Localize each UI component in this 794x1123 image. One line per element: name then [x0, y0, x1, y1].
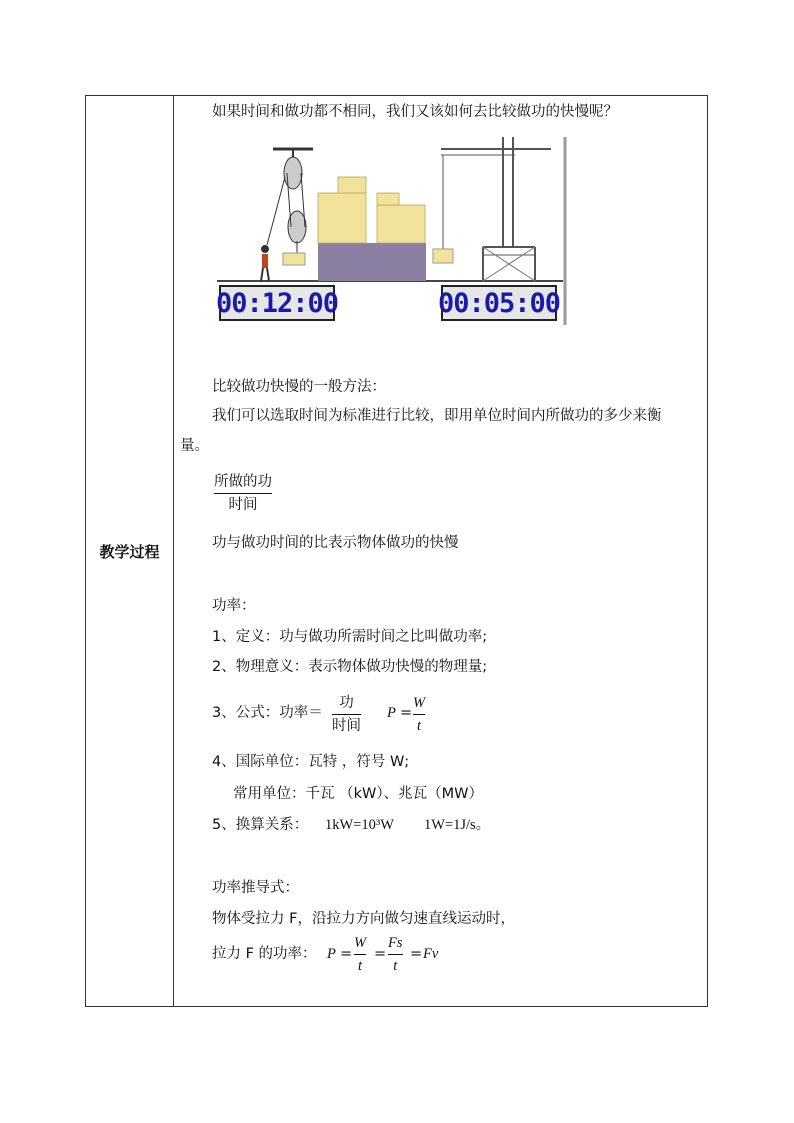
si-unit-item: 4、国际单位：瓦特 ，符号 W;: [212, 754, 410, 770]
clock-left: 00:12:00: [219, 285, 335, 321]
formula-fraction: [332, 693, 361, 736]
derive-line1: 物体受拉力 F，沿拉力方向做匀速直线运动时，: [212, 911, 515, 927]
derive-wt-bar: [354, 954, 366, 955]
method-text-line2: 量。: [180, 438, 209, 454]
formula-equals: =: [400, 705, 413, 721]
conversion-prefix: 5、换算关系：: [212, 817, 309, 833]
derive-t1: t: [358, 958, 363, 974]
fraction-bar: [214, 493, 272, 494]
formula-wt-bar: [413, 714, 425, 715]
derive-Fv: Fv: [423, 946, 439, 962]
power-title: 功率：: [212, 598, 256, 614]
derive-eq2: =: [374, 946, 387, 962]
question-text: 如果时间和做功都不相同，我们又该如何去比较做功的快慢呢？: [212, 104, 618, 120]
formula-t: t: [417, 718, 422, 734]
meaning-item: 2、物理意义：表示物体做功快慢的物理量;: [212, 659, 488, 675]
fraction-numerator: 所做的功: [214, 474, 272, 490]
work-over-time-fraction: [214, 472, 272, 515]
conversion-w: 1W=1J/s。: [424, 817, 491, 833]
conversion-kw: 1kW=10³W: [325, 817, 394, 833]
derive-eq1: =: [340, 946, 353, 962]
column-divider: [173, 96, 174, 1006]
derive-Fs-over-t: [388, 933, 403, 976]
ratio-statement: 功与做功时间的比表示物体做功的快慢: [212, 535, 459, 551]
derive-title: 功率推导式：: [212, 880, 299, 896]
section-label-cell: [86, 96, 173, 1006]
formula-bar: [332, 714, 361, 715]
derive-eq3: =: [410, 946, 423, 962]
definition-item: 1、定义：功与做功所需时间之比叫做功率;: [212, 629, 488, 645]
common-unit-item: 常用单位：千瓦 （kW）、兆瓦（MW）: [233, 786, 483, 802]
derive-fst-bar: [388, 954, 403, 955]
derive-line2-prefix: 拉力 F 的功率：: [212, 946, 317, 962]
clock-right: 00:05:00: [441, 285, 557, 321]
formula-denominator: 时间: [332, 718, 361, 734]
derive-P: P: [327, 946, 336, 962]
section-label: 教学过程: [99, 542, 160, 561]
formula-W: W: [413, 695, 426, 711]
derive-W-over-t: [354, 933, 366, 976]
formula-numerator: 功: [339, 695, 354, 711]
formula-prefix: 3、公式：功率＝: [212, 705, 323, 721]
method-title: 比较做功快慢的一般方法：: [212, 379, 386, 395]
method-text-line1: 我们可以选取时间为标准进行比较，即用单位时间内所做功的多少来衡: [212, 408, 662, 424]
formula-P: P: [387, 705, 396, 721]
derive-Fs: Fs: [388, 935, 403, 951]
derive-W: W: [354, 935, 367, 951]
derive-t2: t: [393, 958, 398, 974]
formula-W-over-t: [413, 693, 425, 736]
fraction-denominator: 时间: [228, 497, 258, 513]
pulley-crane-figure: [215, 137, 567, 327]
